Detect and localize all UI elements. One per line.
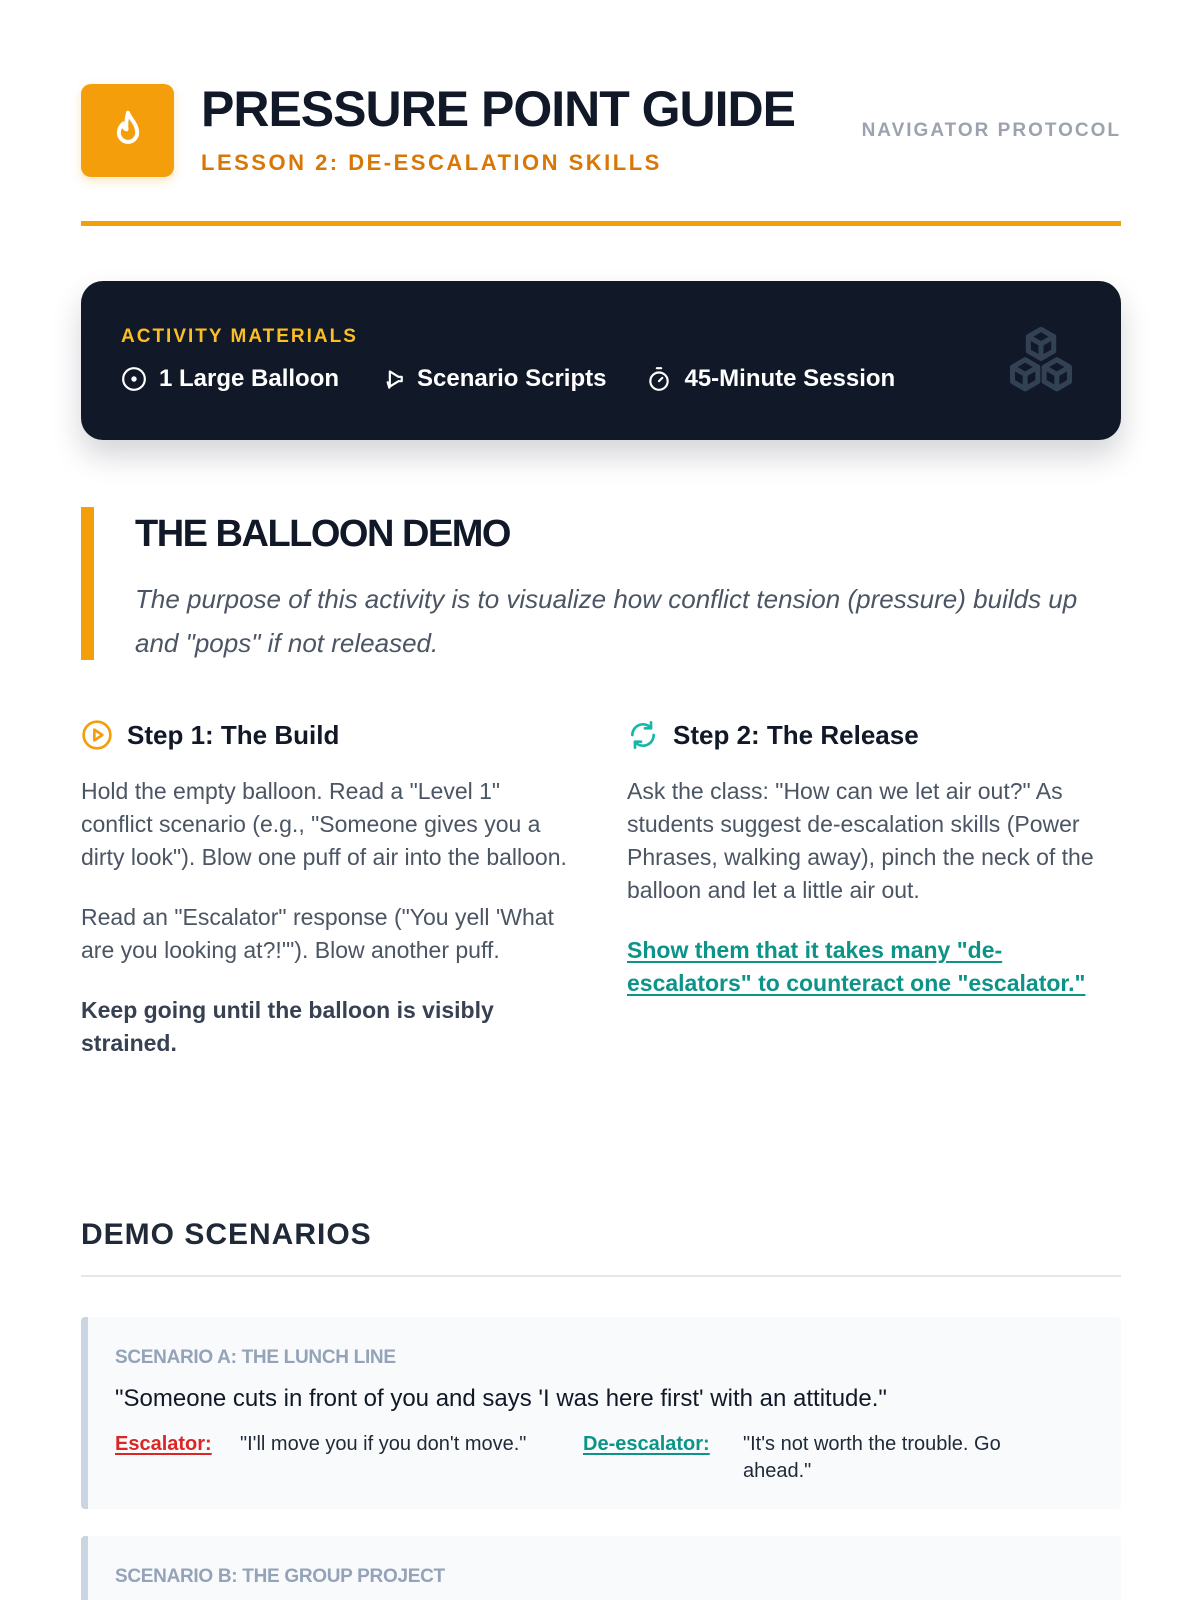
materials-list — [121, 365, 935, 393]
megaphone-icon — [379, 366, 405, 392]
step-paragraph: Hold the empty balloon. Read a "Level 1" conflict scenario (e.g., "Someone gives you a dirty look"). Blow one puff of air into the balloon. — [81, 778, 567, 870]
scenario-label: SCENARIO B: THE GROUP PROJECT — [115, 1566, 445, 1587]
step-paragraph: Read an "Escalator" response ("You yell 'What are you looking at?!'"). Blow another puff. — [81, 904, 554, 963]
circle-dot-icon — [121, 366, 147, 392]
balloon-demo-section — [81, 507, 1121, 660]
scenario-card — [81, 1536, 1121, 1600]
material-item-balloon — [121, 365, 339, 393]
material-item-scripts — [379, 365, 606, 393]
scenarios-divider — [81, 1275, 1121, 1277]
play-circle-icon — [81, 719, 113, 751]
section-description: The purpose of this activity is to visualize how conflict tension (pressure) builds up and "pops" if not released. — [135, 584, 1078, 658]
step-release — [627, 715, 1117, 1027]
step-paragraph: Ask the class: "How can we let air out?" As students suggest de-escalation skills (Power Phrases, walking away), pinch the neck of the balloon and let a little air out. — [627, 778, 1094, 903]
material-item-session — [646, 365, 895, 393]
protocol-label: NAVIGATOR PROTOCOL — [861, 120, 1121, 141]
deescalator-response — [583, 1431, 1038, 1485]
deescalator-label[interactable]: De-escalator: — [583, 1433, 710, 1455]
accent-bar — [81, 507, 94, 660]
step-title: Step 1: The Build — [127, 719, 340, 750]
step-title: Step 2: The Release — [673, 719, 919, 750]
step-build — [81, 715, 571, 1087]
material-label: 45-Minute Session — [684, 365, 896, 392]
refresh-icon — [627, 719, 659, 751]
lesson-subtitle: LESSON 2: DE-ESCALATION SKILLS — [201, 150, 662, 175]
material-label: Scenario Scripts — [417, 365, 607, 392]
scenario-label: SCENARIO A: THE LUNCH LINE — [115, 1347, 396, 1368]
section-title: THE BALLOON DEMO — [135, 513, 510, 555]
timer-icon — [646, 366, 672, 392]
scenario-quote: "Someone cuts in front of you and says 'I was here first' with an attitude." — [115, 1385, 887, 1412]
boxes-icon — [1003, 323, 1079, 399]
step-body — [81, 775, 571, 1060]
page-title: PRESSURE POINT GUIDE — [201, 81, 795, 137]
escalator-response — [115, 1431, 535, 1458]
scenario-card — [81, 1317, 1121, 1509]
escalator-text: "I'll move you if you don't move." — [240, 1433, 527, 1455]
scenarios-title: DEMO SCENARIOS — [81, 1218, 372, 1251]
lesson-page — [81, 0, 1121, 1587]
step-header — [81, 715, 571, 755]
step-body — [627, 775, 1117, 1000]
step-header — [627, 715, 1117, 755]
flame-icon — [81, 84, 174, 177]
deescalator-text: "It's not worth the trouble. Go ahead." — [743, 1433, 1001, 1482]
activity-materials-panel — [81, 281, 1121, 440]
header-divider — [81, 221, 1121, 226]
material-label: 1 Large Balloon — [159, 365, 340, 392]
escalator-label[interactable]: Escalator: — [115, 1433, 212, 1455]
step-highlight-link[interactable]: Show them that it takes many "de-escalators" to counteract one "escalator." — [627, 937, 1086, 996]
materials-label: ACTIVITY MATERIALS — [121, 326, 358, 347]
step-emphasis: Keep going until the balloon is visibly strained. — [81, 997, 494, 1056]
page-header — [81, 0, 1121, 227]
